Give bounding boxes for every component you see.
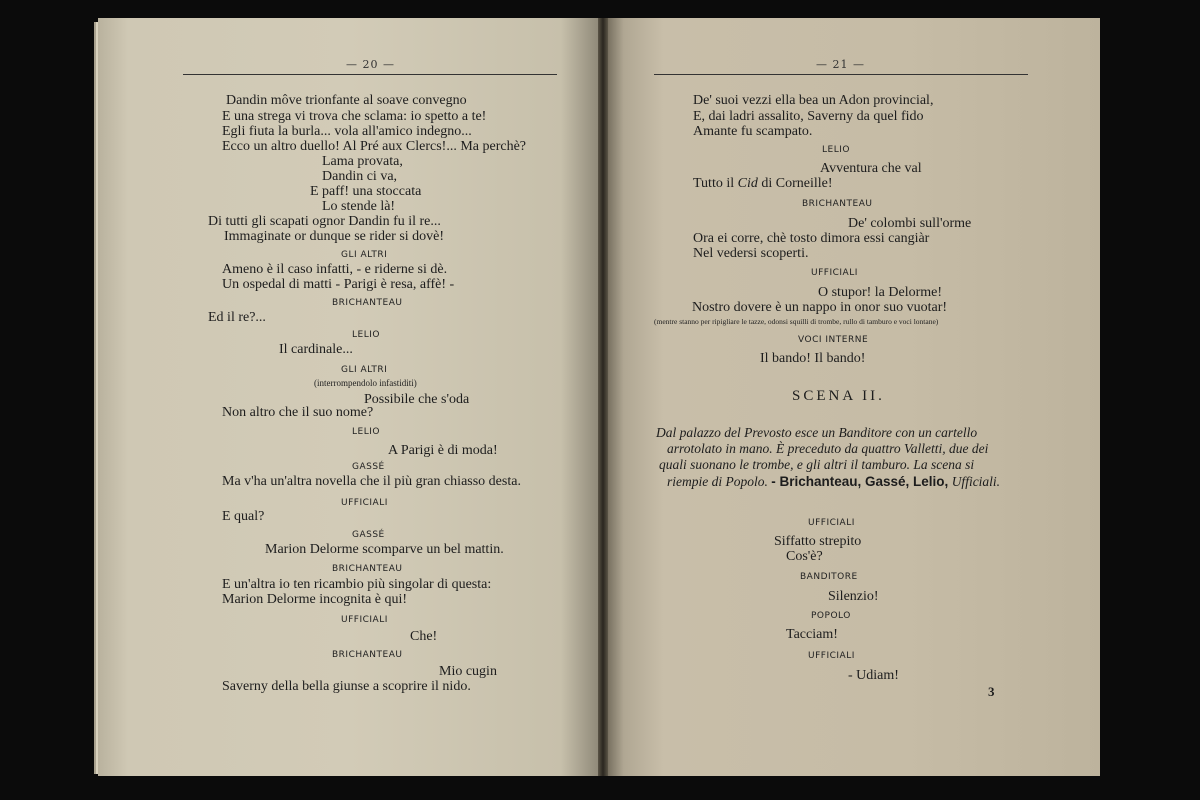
left-header-rule	[183, 74, 557, 75]
stage-direction: (interrompendolo infastiditi)	[314, 378, 417, 388]
verse-line: Silenzio!	[828, 589, 879, 604]
verse-line: Il bando! Il bando!	[760, 351, 866, 366]
verse-line: Di tutti gli scapati ognor Dandin fu il re...	[208, 214, 441, 229]
verse-line: Lama provata,	[322, 154, 403, 169]
speaker-label: BRICHANTEAU	[802, 199, 873, 209]
verse-line: Lo stende là!	[322, 199, 396, 214]
stage-text-line: Dal palazzo del Prevosto esce un Banditore con un cartello	[656, 425, 978, 440]
verse-line: Dandin môve trionfante al soave convegno	[226, 93, 467, 108]
book-gutter	[598, 18, 608, 776]
verse-line: Possibile che s'oda	[364, 392, 470, 407]
verse-line: Un ospedal di matti - Parigi è resa, affè! -	[222, 277, 455, 292]
stage-text-line: riempie di Popolo. - Brichanteau, Gassé, Lelio, Ufficiali.	[667, 474, 1001, 489]
scene-heading: SCENA II.	[792, 388, 885, 404]
verse-line: Avventura che val	[820, 161, 922, 176]
stage-text-line: quali suonano le trombe, e gli altri il tamburo. La scena si	[659, 457, 975, 472]
verse-line: Ecco un altro duello! Al Pré aux Clercs!... Ma perchè?	[222, 139, 527, 154]
speaker-label: LELIO	[822, 145, 850, 155]
verse-line: Dandin ci va,	[322, 169, 398, 184]
speaker-label: GLI ALTRI	[341, 365, 388, 375]
verse-line: Ma v'ha un'altra novella che il più gran chiasso desta.	[222, 474, 521, 489]
speaker-label: UFFICIALI	[341, 498, 388, 508]
verse-line: Saverny della bella giunse a scoprire il nido.	[222, 679, 471, 694]
stage-direction: (mentre stanno per ripigliare le tazze, odonsi squilli di trombe, rullo di tamburo e voci lontane)	[654, 317, 939, 326]
verse-line: Egli fiuta la burla... vola all'amico indegno...	[222, 124, 472, 139]
stage-text-line: arrotolato in mano. È preceduto da quattro Valletti, due dei	[667, 441, 989, 456]
verse-line: Ed il re?...	[208, 310, 266, 325]
verse-line: Ora ei corre, chè tosto dimora essi cangiàr	[693, 231, 930, 246]
verse-line: Il cardinale...	[279, 342, 353, 357]
verse-line: Tutto il Cid di Corneille!	[693, 176, 833, 191]
speaker-label: LELIO	[352, 427, 380, 437]
verse-line: Che!	[410, 629, 438, 644]
verse-line: E una strega vi trova che sclama: io spetto a te!	[222, 109, 487, 124]
verse-line: E un'altra io ten ricambio più singolar di questa:	[222, 577, 492, 592]
verse-line: E qual?	[222, 509, 265, 524]
verse-line: Tacciam!	[786, 627, 838, 642]
verse-line: E paff! una stoccata	[310, 184, 422, 199]
speaker-label: GASSÉ	[352, 462, 385, 472]
verse-line: A Parigi è di moda!	[388, 443, 498, 458]
right-header-rule	[654, 74, 1028, 75]
speaker-label: UFFICIALI	[341, 615, 388, 625]
verse-line: Nostro dovere è un nappo in onor suo vuotar!	[692, 300, 948, 315]
speaker-label: POPOLO	[811, 611, 851, 621]
verse-line: Amante fu scampato.	[693, 124, 813, 139]
verse-line: De' suoi vezzi ella bea un Adon provincial,	[693, 93, 934, 108]
verse-line: Siffatto strepito	[774, 534, 862, 549]
verse-line: Marion Delorme scomparve un bel mattin.	[265, 542, 504, 557]
verse-line: O stupor! la Delorme!	[818, 285, 943, 300]
speaker-label: VOCI INTERNE	[798, 335, 869, 345]
speaker-label: GLI ALTRI	[341, 250, 388, 260]
signature-mark: 3	[988, 684, 995, 699]
right-page-number: — 21 —	[816, 58, 865, 71]
verse-line: Cos'è?	[786, 549, 823, 564]
speaker-label: GASSÉ	[352, 530, 385, 540]
verse-line: Mio cugin	[439, 664, 497, 679]
speaker-label: UFFICIALI	[808, 518, 855, 528]
verse-line: Ameno è il caso infatti, - e riderne si dè.	[222, 262, 448, 277]
verse-line: E, dai ladri assalito, Saverny da quel fido	[693, 109, 924, 124]
speaker-label: UFFICIALI	[808, 651, 855, 661]
speaker-label: BANDITORE	[800, 572, 858, 582]
verse-line: Immaginate or dunque se rider si dovè!	[224, 229, 445, 244]
speaker-label: BRICHANTEAU	[332, 564, 403, 574]
verse-line: Non altro che il suo nome?	[222, 405, 374, 420]
verse-line: Marion Delorme incognita è qui!	[222, 592, 408, 607]
verse-line: Nel vedersi scoperti.	[693, 246, 809, 261]
speaker-label: UFFICIALI	[811, 268, 858, 278]
speaker-label: LELIO	[352, 330, 380, 340]
verse-line: - Udiam!	[848, 668, 899, 683]
verse-line: De' colombi sull'orme	[848, 216, 972, 231]
speaker-label: BRICHANTEAU	[332, 298, 403, 308]
left-page-number: — 20 —	[346, 58, 395, 71]
speaker-label: BRICHANTEAU	[332, 650, 403, 660]
